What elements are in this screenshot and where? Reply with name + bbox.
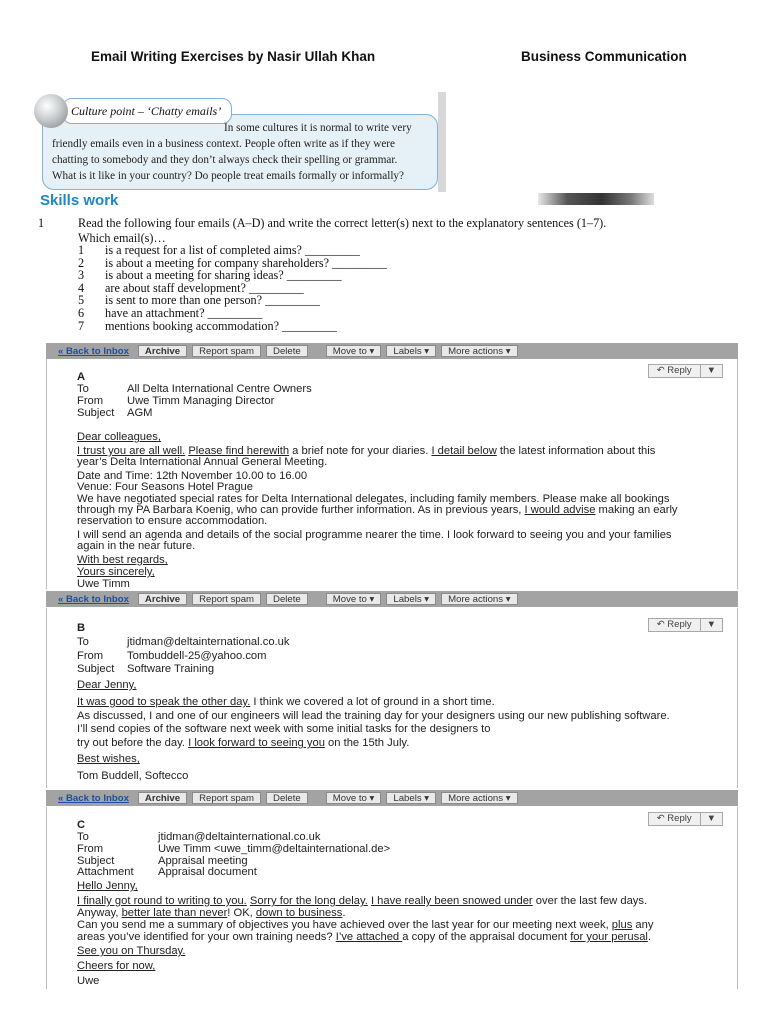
- greeting: Hello Jenny,: [77, 880, 138, 892]
- to-row: [77, 831, 320, 843]
- item-text: have an attachment? _________: [105, 305, 263, 320]
- to-value: jtidman@deltainternational.co.uk: [158, 831, 321, 843]
- reply-button[interactable]: ↶ Reply: [648, 364, 701, 378]
- culture-line: What is it like in your country? Do people treat emails formally or informally?: [52, 170, 404, 182]
- signature: Uwe: [77, 975, 100, 987]
- subject-label: Subject: [77, 663, 115, 675]
- to-value: All Delta International Centre Owners: [127, 383, 312, 395]
- from-label: From: [77, 650, 104, 662]
- item-number: 4: [78, 280, 85, 295]
- email-a: [46, 359, 738, 589]
- reply-control: [648, 812, 723, 826]
- phrase: areas you’ve identified for your own training needs?: [77, 931, 336, 943]
- more-actions-dropdown[interactable]: More actions ▾: [441, 792, 517, 804]
- reply-label: Reply: [667, 365, 692, 376]
- archive-button[interactable]: Archive: [138, 593, 187, 605]
- signature: Uwe Timm: [77, 578, 130, 590]
- paragraph-line: year’s Delta International Annual General Meeting.: [77, 456, 328, 468]
- email-toolbar-a: [46, 343, 738, 359]
- reply-button[interactable]: ↶ Reply: [648, 812, 701, 826]
- phrase: I’ve attached: [335, 931, 403, 943]
- paragraph-line: I will send an agenda and details of the social programme nearer the time. I look forward to seeing you and your families: [77, 529, 672, 541]
- from-label: From: [77, 395, 104, 407]
- reply-label: Reply: [667, 813, 692, 824]
- to-label: To: [77, 383, 89, 395]
- subject-label: Subject: [77, 855, 115, 867]
- scan-edge: [438, 92, 446, 192]
- from-value: Uwe Timm Managing Director: [127, 395, 275, 407]
- exercise-number: 1: [38, 216, 45, 230]
- from-label: From: [77, 843, 104, 855]
- reply-menu-button[interactable]: ▼: [701, 364, 723, 378]
- culture-point-text: [52, 120, 432, 184]
- email-b: [46, 608, 738, 788]
- report-spam-button[interactable]: Report spam: [192, 792, 261, 804]
- venue-line: Venue: Four Seasons Hotel Prague: [77, 481, 254, 493]
- closing: With best regards,: [77, 554, 168, 566]
- phrase: through my PA Barbara Koenig, who can provide further information. As in previous years,: [77, 504, 525, 516]
- reply-menu-button[interactable]: ▼: [701, 618, 723, 632]
- skills-work-heading: Skills work: [40, 192, 119, 209]
- archive-button[interactable]: Archive: [138, 345, 187, 357]
- back-to-inbox-link[interactable]: « Back to Inbox: [58, 792, 129, 804]
- move-to-dropdown[interactable]: Move to ▾: [326, 345, 382, 357]
- delete-button[interactable]: Delete: [266, 792, 308, 804]
- from-value: Uwe Timm <uwe_timm@deltainternational.de>: [158, 843, 391, 855]
- decorative-bar: [538, 193, 654, 205]
- from-value: Tombuddell-25@yahoo.com: [127, 650, 267, 662]
- paragraph-line: As discussed, I and one of our engineers will lead the training day for your designers using our new publishing software.: [77, 710, 670, 722]
- date-line: Date and Time: 12th November 10.00 to 16.00: [77, 470, 308, 482]
- phrase: I finally got round to writing to you.: [77, 895, 247, 907]
- phrase: making an early: [595, 504, 678, 516]
- item-number: 2: [78, 255, 85, 270]
- paragraph-line: [77, 737, 409, 749]
- phrase: Can you send me a summary of objectives you have achieved over the last year for our meeting next week,: [77, 919, 612, 931]
- item-text: is about a meeting for sharing ideas? _________: [105, 268, 342, 283]
- phrase: Anyway,: [77, 907, 122, 919]
- item-number: 3: [78, 268, 85, 283]
- to-label: To: [77, 831, 89, 843]
- labels-dropdown[interactable]: Labels ▾: [386, 593, 436, 605]
- from-row: [77, 650, 266, 662]
- exercise-instruction: Read the following four emails (A–D) and write the correct letter(s) next to the explanatory sentences (1–7).: [78, 216, 607, 230]
- phrase: I trust you are all well.: [77, 445, 186, 457]
- item-number: 5: [78, 293, 85, 308]
- phrase: ! OK,: [227, 907, 256, 919]
- phrase: a brief note for your diaries.: [289, 445, 432, 457]
- more-actions-dropdown[interactable]: More actions ▾: [441, 593, 517, 605]
- subject-value: AGM: [127, 407, 153, 419]
- document-header-course: Business Communication: [521, 49, 687, 64]
- subject-row: [77, 663, 214, 675]
- email-c: [46, 807, 738, 989]
- to-row: [77, 383, 312, 395]
- item-text: is sent to more than one person? _________: [105, 293, 320, 308]
- from-row: [77, 395, 274, 407]
- report-spam-button[interactable]: Report spam: [192, 593, 261, 605]
- subject-value: Appraisal meeting: [158, 855, 248, 867]
- phrase: a copy of the appraisal document: [402, 931, 571, 943]
- to-row: [77, 636, 289, 648]
- move-to-dropdown[interactable]: Move to ▾: [326, 792, 382, 804]
- report-spam-button[interactable]: Report spam: [192, 345, 261, 357]
- subject-value: Software Training: [127, 663, 215, 675]
- labels-dropdown[interactable]: Labels ▾: [386, 792, 436, 804]
- email-letter: C: [77, 819, 86, 831]
- closing: Cheers for now,: [77, 960, 156, 972]
- culture-line: chatting to somebody and they don’t always check their spelling or grammar.: [52, 154, 398, 166]
- reply-control: [648, 364, 723, 378]
- item-number: 1: [78, 243, 85, 257]
- archive-button[interactable]: Archive: [138, 792, 187, 804]
- culture-line: In some cultures it is normal to write very: [224, 122, 412, 134]
- paragraph-line: [77, 696, 495, 708]
- reply-button[interactable]: ↶ Reply: [648, 618, 701, 632]
- phrase: better late than never: [121, 907, 228, 919]
- phrase: I think we covered a lot of ground in a short time.: [250, 696, 495, 708]
- back-to-inbox-link[interactable]: « Back to Inbox: [58, 593, 129, 605]
- paragraph-line: [77, 907, 345, 919]
- culture-point-title: Culture point – ‘Chatty emails’: [62, 98, 232, 124]
- greeting: Dear colleagues,: [77, 431, 161, 443]
- culture-line: friendly emails even in a business context. People often write as if they were: [52, 138, 395, 150]
- attachment-row: [77, 866, 257, 878]
- phrase: any: [632, 919, 654, 931]
- phrase: I would advise: [524, 504, 596, 516]
- paragraph-line: [77, 895, 647, 907]
- paragraph-line: [77, 919, 653, 931]
- phrase: .: [342, 907, 346, 919]
- exercise-question-stem: Which email(s)…: [78, 231, 166, 245]
- back-to-inbox-link[interactable]: « Back to Inbox: [58, 345, 129, 357]
- item-text: mentions booking accommodation? _________: [105, 318, 337, 333]
- attachment-value: Appraisal document: [158, 866, 257, 878]
- reply-label: Reply: [667, 619, 692, 630]
- phrase: I have really been snowed under: [370, 895, 533, 907]
- phrase: over the last few days.: [532, 895, 648, 907]
- email-letter: B: [77, 622, 86, 634]
- delete-button[interactable]: Delete: [266, 593, 308, 605]
- to-value: jtidman@deltainternational.co.uk: [127, 636, 290, 648]
- phrase: I detail below: [431, 445, 497, 457]
- paragraph-line: again in the near future.: [77, 540, 196, 552]
- reply-control: [648, 618, 723, 632]
- phrase: I look forward to seeing you: [188, 737, 325, 749]
- item-number: 7: [78, 318, 85, 333]
- phrase: plus: [611, 919, 633, 931]
- more-actions-dropdown[interactable]: More actions ▾: [441, 345, 517, 357]
- document-header-title: Email Writing Exercises by Nasir Ullah Khan: [91, 49, 376, 64]
- signature: Tom Buddell, Softecco: [77, 770, 189, 782]
- phrase: the latest information about this: [496, 445, 656, 457]
- to-label: To: [77, 636, 89, 648]
- paragraph-line: We have negotiated special rates for Delta International delegates, including family members. Please make all bookings: [77, 493, 670, 505]
- paragraph-line: reservation to ensure accommodation.: [77, 515, 268, 527]
- subject-row: [77, 407, 152, 419]
- reply-menu-button[interactable]: ▼: [701, 812, 723, 826]
- phrase: Sorry for the long delay.: [249, 895, 368, 907]
- from-row: [77, 843, 390, 855]
- item-text: are about staff development? _________: [105, 280, 304, 295]
- item-text: is about a meeting for company shareholders? _________: [105, 255, 387, 270]
- email-letter: A: [77, 371, 86, 383]
- culture-point-box: [42, 98, 438, 190]
- phrase: down to business: [255, 907, 343, 919]
- closing: Best wishes,: [77, 753, 140, 765]
- paragraph-line: [77, 931, 651, 943]
- labels-dropdown[interactable]: Labels ▾: [386, 345, 436, 357]
- exercise-items: [78, 244, 387, 332]
- exercise-item: [78, 320, 387, 333]
- email-toolbar-b: [46, 591, 738, 607]
- phrase: try out before the day.: [77, 737, 189, 749]
- subject-label: Subject: [77, 407, 115, 419]
- move-to-dropdown[interactable]: Move to ▾: [326, 593, 382, 605]
- greeting: Dear Jenny,: [77, 679, 137, 691]
- phrase: for your perusal: [570, 931, 648, 943]
- phrase: on the 15th July.: [324, 737, 410, 749]
- phrase: Please find herewith: [188, 445, 290, 457]
- phrase: .: [647, 931, 652, 943]
- see-you-line: See you on Thursday.: [77, 945, 186, 957]
- item-number: 6: [78, 305, 85, 320]
- item-text: is a request for a list of completed aims? _________: [105, 243, 360, 257]
- phrase: It was good to speak the other day.: [77, 696, 251, 708]
- email-toolbar-c: [46, 790, 738, 806]
- delete-button[interactable]: Delete: [266, 345, 308, 357]
- paragraph-line: I’ll send copies of the software next week with some initial tasks for the designers to: [77, 723, 491, 735]
- attachment-label: Attachment: [77, 866, 134, 878]
- closing: Yours sincerely,: [77, 566, 155, 578]
